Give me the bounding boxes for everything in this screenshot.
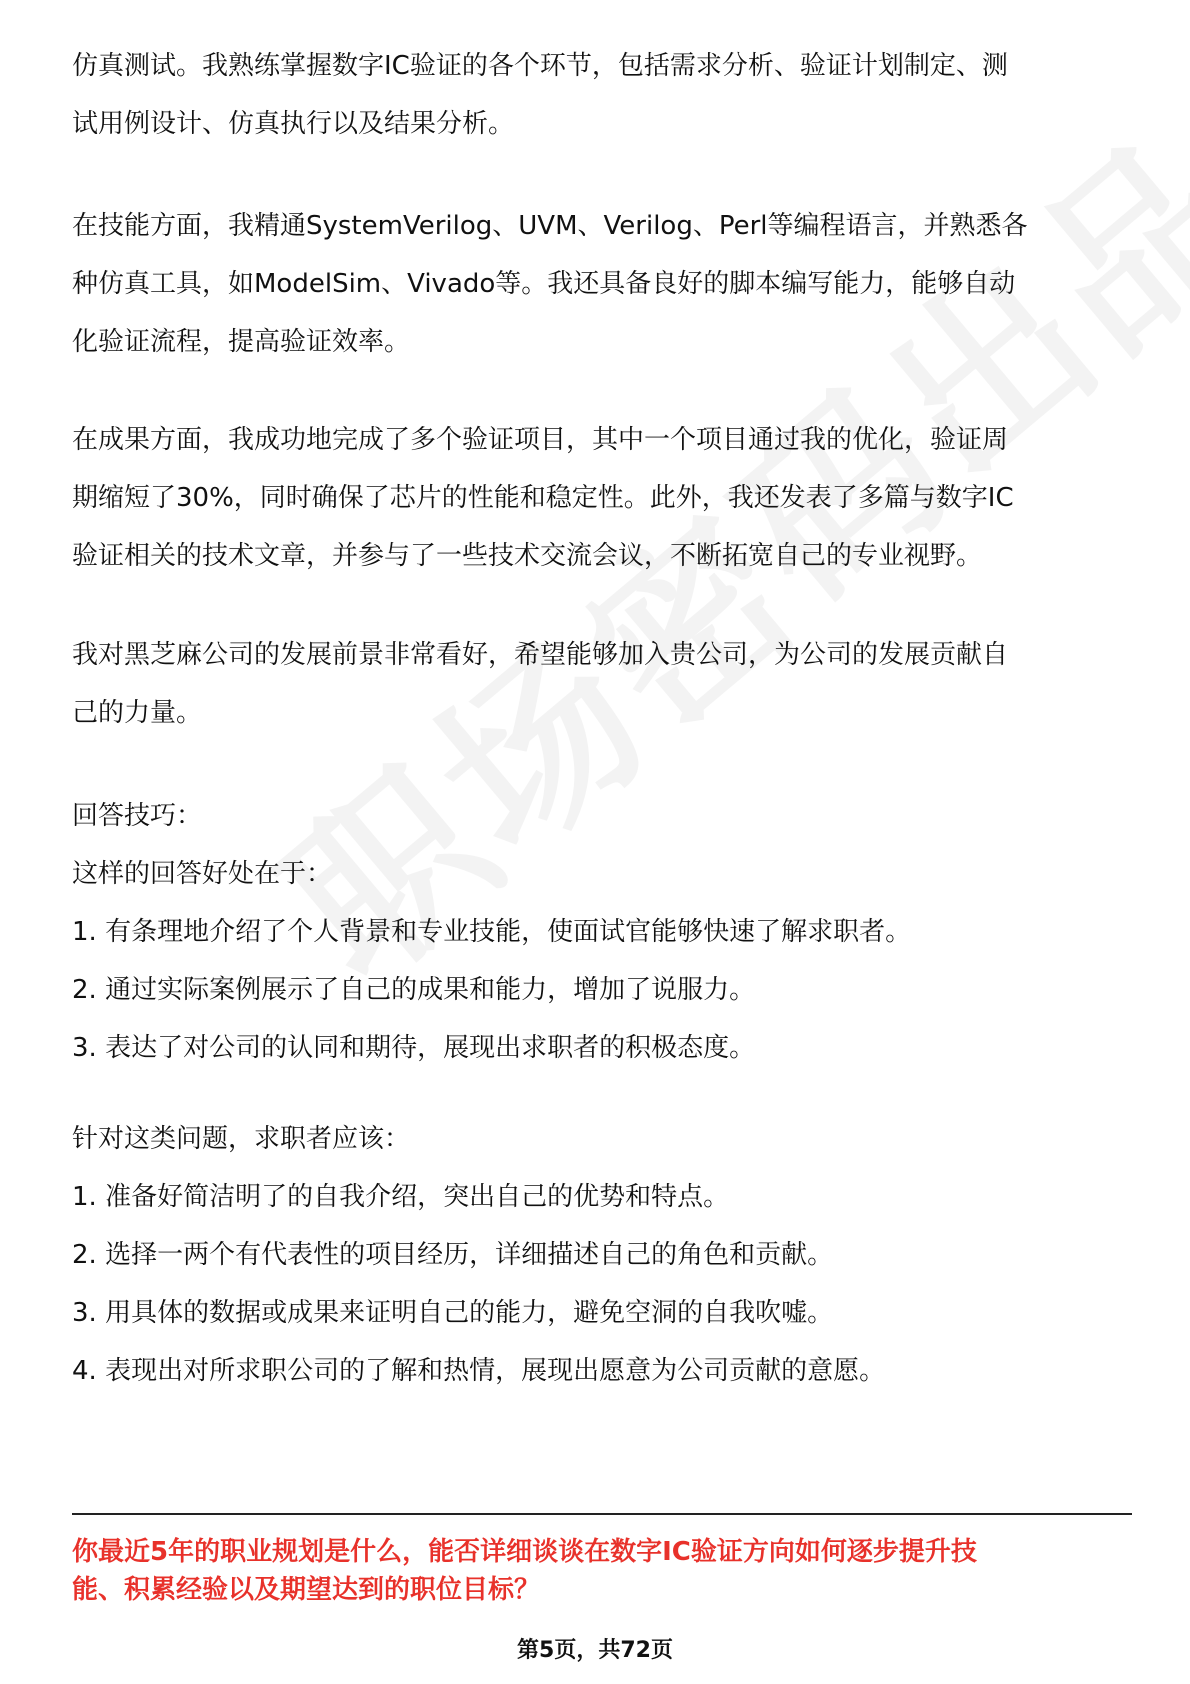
question-line: 你最近5年的职业规划是什么，能否详细谈谈在数字IC验证方向如何逐步提升技	[72, 1537, 977, 1567]
paragraph-skills	[72, 197, 1132, 371]
list-item: 1. 准备好简洁明了的自我介绍，突出自己的优势和特点。	[72, 1182, 730, 1212]
advice-heading: 针对这类问题，求职者应该：	[72, 1124, 411, 1154]
page-number: 第5页，共72页	[517, 1638, 673, 1663]
question-line: 能、积累经验以及期望达到的职位目标？	[72, 1575, 541, 1605]
next-question	[72, 1533, 1132, 1609]
tips-heading: 回答技巧：	[72, 801, 203, 831]
list-item: 1. 有条理地介绍了个人背景和专业技能，使面试官能够快速了解求职者。	[72, 917, 912, 947]
text-line: 试用例设计、仿真执行以及结果分析。	[72, 109, 515, 139]
paragraph-experience	[72, 37, 1132, 153]
text-line: 期缩短了30%，同时确保了芯片的性能和稳定性。此外，我还发表了多篇与数字IC	[72, 483, 1014, 513]
text-line: 在成果方面，我成功地完成了多个验证项目，其中一个项目通过我的优化，验证周	[72, 425, 1009, 455]
text-line: 化验证流程，提高验证效率。	[72, 327, 411, 357]
text-line: 种仿真工具，如ModelSim、Vivado等。我还具备良好的脚本编写能力，能够自动	[72, 269, 1016, 299]
paragraph-motivation	[72, 626, 1132, 742]
list-item: 2. 选择一两个有代表性的项目经历，详细描述自己的角色和贡献。	[72, 1240, 834, 1270]
tips-intro: 这样的回答好处在于：	[72, 859, 333, 889]
list-item: 3. 用具体的数据或成果来证明自己的能力，避免空洞的自我吹嘘。	[72, 1298, 834, 1328]
tips-section	[72, 787, 1132, 1077]
text-line: 我对黑芝麻公司的发展前景非常看好，希望能够加入贵公司，为公司的发展贡献自	[72, 640, 1009, 670]
text-line: 仿真测试。我熟练掌握数字IC验证的各个环节，包括需求分析、验证计划制定、测	[72, 51, 1008, 81]
section-divider	[72, 1513, 1132, 1515]
advice-section	[72, 1110, 1132, 1400]
text-line: 己的力量。	[72, 698, 203, 728]
list-item: 4. 表现出对所求职公司的了解和热情，展现出愿意为公司贡献的意愿。	[72, 1356, 886, 1386]
list-item: 2. 通过实际案例展示了自己的成果和能力，增加了说服力。	[72, 975, 756, 1005]
list-item: 3. 表达了对公司的认同和期待，展现出求职者的积极态度。	[72, 1033, 756, 1063]
text-line: 验证相关的技术文章，并参与了一些技术交流会议，不断拓宽自己的专业视野。	[72, 541, 983, 571]
text-line: 在技能方面，我精通SystemVerilog、UVM、Verilog、Perl等编程语言，并熟悉各	[72, 211, 1028, 241]
paragraph-achievements	[72, 411, 1132, 585]
